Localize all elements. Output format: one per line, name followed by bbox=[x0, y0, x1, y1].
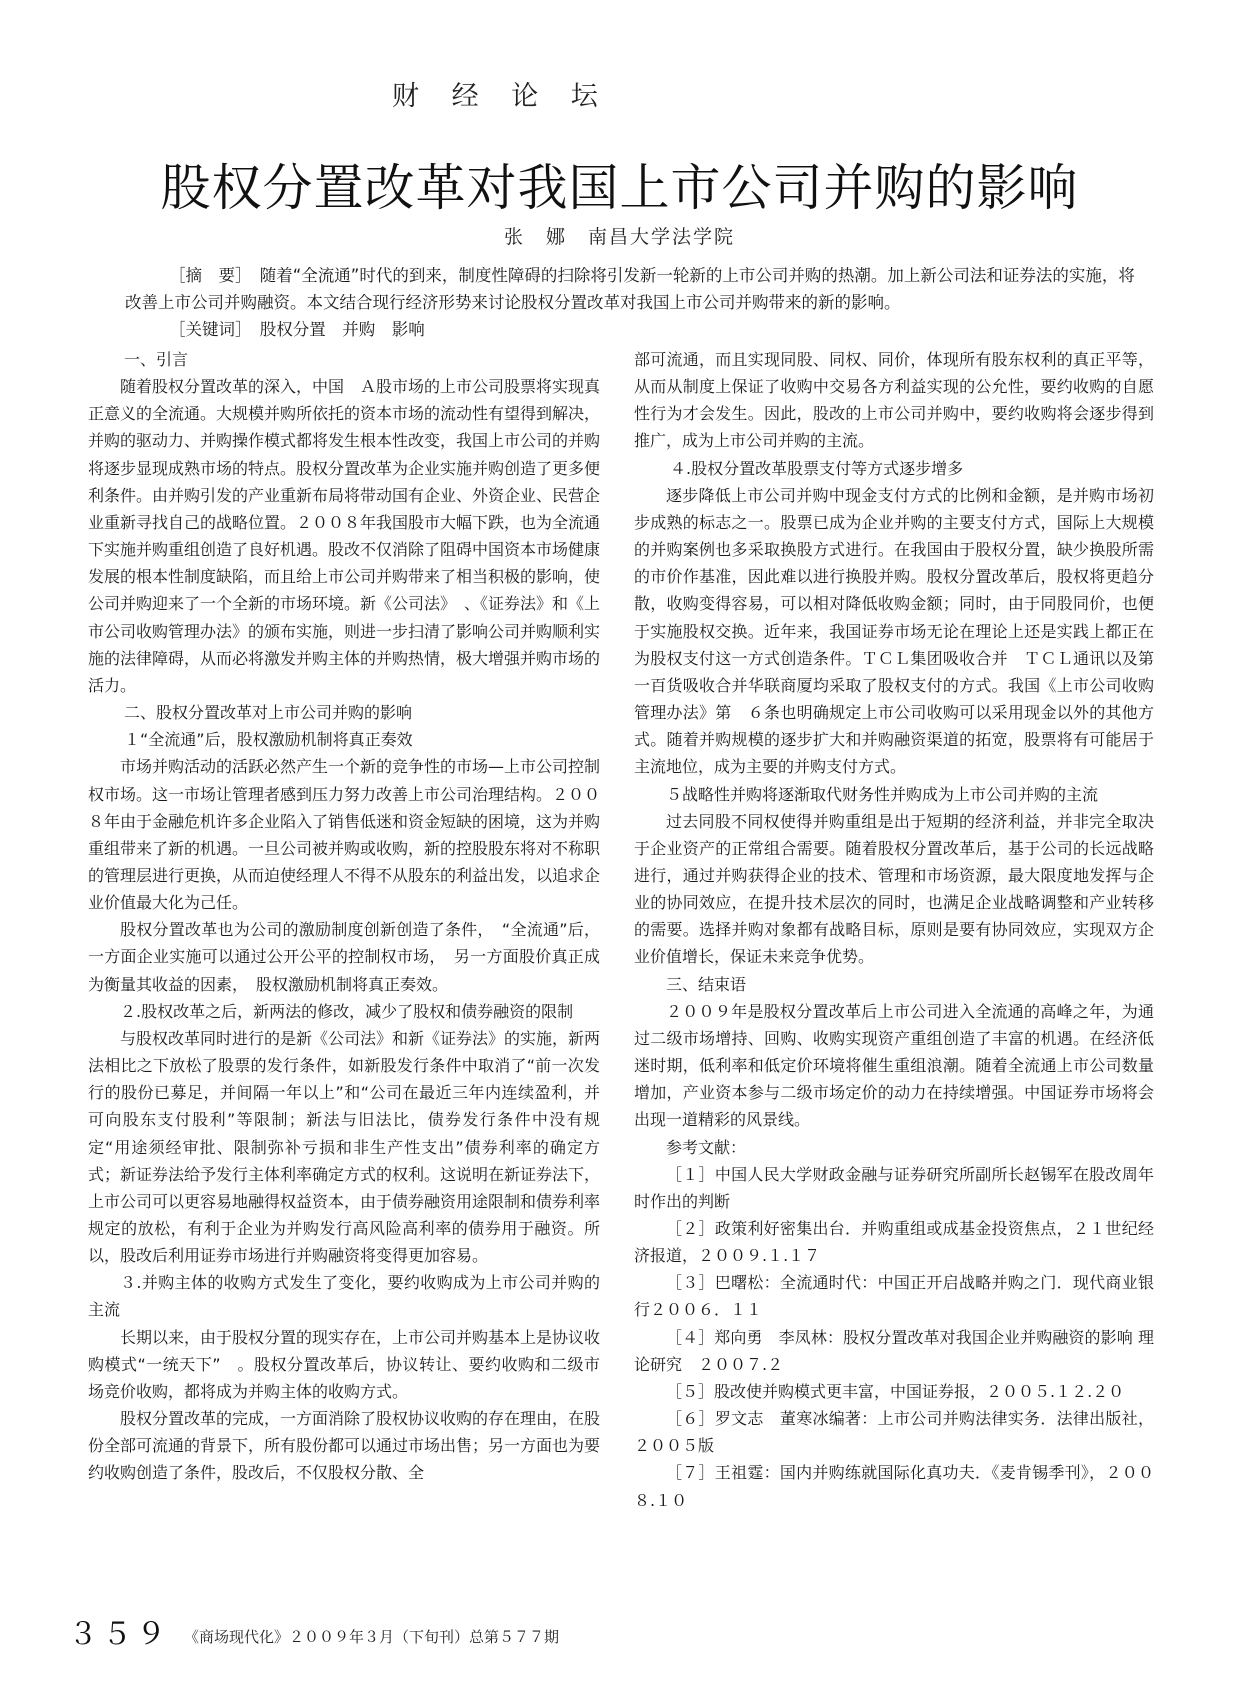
abstract-keywords: ［关键词］ 股权分置 并购 影响 bbox=[169, 320, 425, 339]
page-footer bbox=[68, 1617, 560, 1652]
paragraph: 股权分置改革的完成，一方面消除了股权协议收购的存在理由，在股份全部可流通的背景下，所有股份都可以通过市场出售；另一方面也为要约收购创造了条件，股改后，不仅股权分散、全 bbox=[88, 1409, 601, 1483]
subsection-heading: ３.并购主体的收购方式发生了变化，要约收购成为上市公司并购的主流 bbox=[88, 1273, 600, 1320]
abstract-block bbox=[125, 262, 1135, 343]
paragraph: 长期以来，由于股权分置的现实存在，上市公司并购基本上是协议收购模式“一统天下” 。股权分置改革后，协议转让、要约收购和二级市场竞价收购，都将成为并购主体的收购方式。 bbox=[88, 1327, 601, 1401]
paragraph: 逐步降低上市公司并购中现金支付方式的比例和金额，是并购市场初步成熟的标志之一。股票已成为企业并购的主要支付方式，国际上大规模的并购案例也多采取换股方式进行。在我国由于股权分置，缺少换股所需的市价作基准，因此难以进行换股并购。股权分置改革后，股权将更趋分散，收购变得容易，可以相对降低收购金额；同时，由于同股同价，也便于实施股权交换。近年来，我国证券市场无论在理论上还是实践上都正在为股权支付这一方式创造条件。ＴＣＬ集团吸收合并 ＴＣＬ通讯以及第一百货吸收合并华联商厦均采取了股权支付的方式。我国《上市公司收购管理办法》第 ６条也明确规定上市公司收购可以采用现金以外的其他方式。随着并购规模的逐步扩大和并购融资渠道的拓宽，股票将有可能居于主流地位，成为主要的并购支付方式。 bbox=[634, 485, 1154, 777]
paragraph: 与股权改革同时进行的是新《公司法》和新《证券法》的实施，新两法相比之下放松了股票的发行条件，如新股发行条件中取消了“前一次发行的股份已募足，并间隔一年以上”和“公司在最近三年内连续盈利，并可向股东支付股利”等限制；新法与旧法比，债券发行条件中没有规定“用途须经审批、限制弥补亏损和非生产性支出”债券利率的确定方式；新证券法给予发行主体利率确定方式的权利。这说明在新证券法下，上市公司可以更容易地融得权益资本，由于债券融资用途限制和债券利率规定的放松，有利于企业为并购发行高风险高利率的债券用于融资。所以，股改后利用证券市场进行并购融资将变得更加容易。 bbox=[88, 1028, 601, 1266]
reference-item: ［５］股改使并购模式更丰富，中国证券报，２００５.１２.２０ bbox=[666, 1381, 1125, 1401]
references-heading: 参考文献： bbox=[666, 1137, 747, 1157]
subsection-heading: ５战略性并购将逐渐取代财务性并购成为上市公司并购的主流 bbox=[666, 784, 1099, 804]
section-heading: 二、股权分置改革对上市公司并购的影响 bbox=[124, 703, 413, 723]
article-title: 股权分置改革对我国上市公司并购的影响 bbox=[160, 159, 1079, 217]
section-header: 财 经 论 坛 bbox=[392, 81, 610, 112]
reference-item: ［３］巴曙松：全流通时代：中国正开启战略并购之门．现代商业银行２００６．１１ bbox=[634, 1273, 1154, 1320]
subsection-heading: ２.股权改革之后，新两法的修改，减少了股权和债券融资的限制 bbox=[120, 1001, 574, 1021]
reference-item: ［７］王祖霆：国内并购练就国际化真功夫．《麦肯锡季刊》，２００８.１０ bbox=[634, 1463, 1154, 1510]
reference-item: ［２］政策利好密集出台．并购重组或成基金投资焦点，２１世纪经济报道，２００９.１.１７ bbox=[634, 1219, 1154, 1266]
paragraph: ２００９年是股权分置改革后上市公司进入全流通的高峰之年，为通过二级市场增持、回购、收购实现资产重组创造了丰富的机遇。在经济低迷时期，低利率和低定价环境将催生重组浪潮。随着全流通上市公司数量增加，产业资本参与二级市场定价的动力在持续增强。中国证券市场将会出现一道精彩的风景线。 bbox=[634, 1001, 1154, 1130]
left-column bbox=[88, 346, 600, 1487]
journal-citation: 《商场现代化》２００９年３月（下旬刊）总第５７７期 bbox=[184, 1628, 560, 1646]
right-column bbox=[634, 346, 1154, 1514]
section-heading: 一、引言 bbox=[124, 350, 189, 369]
section-heading: 三、结束语 bbox=[666, 974, 747, 994]
paragraph: 股权分置改革也为公司的激励制度创新创造了条件， “全流通”后，一方面企业实施可以通过公开公平的控制权市场， 另一方面股价真正成为衡量其收益的因素， 股权激励机制将真正奏效。 bbox=[88, 920, 600, 994]
author-byline: 张 娜 南昌大学法学院 bbox=[503, 226, 735, 248]
abstract-summary: ［摘 要］ 随着“全流通”时代的到来，制度性障碍的扫除将引发新一轮新的上市公司并购的热潮。加上新公司法和证券法的实施，将改善上市公司并购融资。本文结合现行经济形势来讨论股权分置改革对我国上市公司并购带来的新的影响。 bbox=[125, 266, 1135, 312]
paragraph: 市场并购活动的活跃必然产生一个新的竞争性的市场—上市公司控制权市场。这一市场让管理者感到压力努力改善上市公司治理结构。２００８年由于金融危机许多企业陷入了销售低迷和资金短缺的困境，这为并购重组带来了新的机遇。一旦公司被并购或收购，新的控股股东将对不称职的管理层进行更换，从而迫使经理人不得不从股东的利益出发，以追求企业价值最大化为己任。 bbox=[88, 757, 601, 913]
page-number: ３５９ bbox=[68, 1617, 170, 1652]
paragraph: 部可流通，而且实现同股、同权、同价，体现所有股东权利的真正平等，从而从制度上保证了收购中交易各方利益实现的公允性，要约收购的自愿性行为才会发生。因此，股改的上市公司并购中，要约收购将会逐步得到推广，成为上市公司并购的主流。 bbox=[634, 350, 1154, 451]
reference-item: ［１］中国人民大学财政金融与证券研究所副所长赵锡军在股改周年时作出的判断 bbox=[634, 1164, 1154, 1211]
reference-item: ［６］罗文志 董寒冰编著：上市公司并购法律实务．法律出版社，２００５版 bbox=[634, 1409, 1154, 1456]
subsection-heading: ４.股权分置改革股票支付等方式逐步增多 bbox=[670, 458, 964, 478]
paragraph: 过去同股不同权使得并购重组是出于短期的经济利益，并非完全取决于企业资产的正常组合需要。随着股权分置改革后，基于公司的长远战略进行，通过并购获得企业的技术、管理和市场资源，最大限度地发挥与企业的协同效应，在提升技术层次的同时，也满足企业战略调整和产业转移的需要。选择并购对象都有战略目标，原则是要有协同效应，实现双方企业价值增长，保证未来竞争优势。 bbox=[634, 811, 1154, 967]
paragraph: 随着股权分置改革的深入，中国 Ａ股市场的上市公司股票将实现真正意义的全流通。大规模并购所依托的资本市场的流动性有望得到解决，并购的驱动力、并购操作模式都将发生根本性改变，我国上市公司的并购将逐步显现成熟市场的特点。股权分置改革为企业实施并购创造了更多便利条件。由并购引发的产业重新布局将带动国有企业、外资企业、民营企业重新寻找自己的战略位置。２００８年我国股市大幅下跌，也为全流通下实施并购重组创造了良好机遇。股改不仅消除了阻碍中国资本市场健康发展的根本性制度缺陷，而且给上市公司并购带来了相当积极的影响，使公司并购迎来了一个全新的市场环境。新《公司法》 、《证券法》和《上市公司收购管理办法》的颁布实施，则进一步扫清了影响公司并购顺利实施的法律障碍，从而必将激发并购主体的并购热情，极大增强并购市场的活力。 bbox=[88, 377, 601, 695]
subsection-heading: １“全流通”后，股权激励机制将真正奏效 bbox=[124, 730, 413, 750]
reference-item: ［４］郑向勇 李凤林：股权分置改革对我国企业并购融资的影响 理论研究 ２００７.２ bbox=[634, 1327, 1154, 1374]
